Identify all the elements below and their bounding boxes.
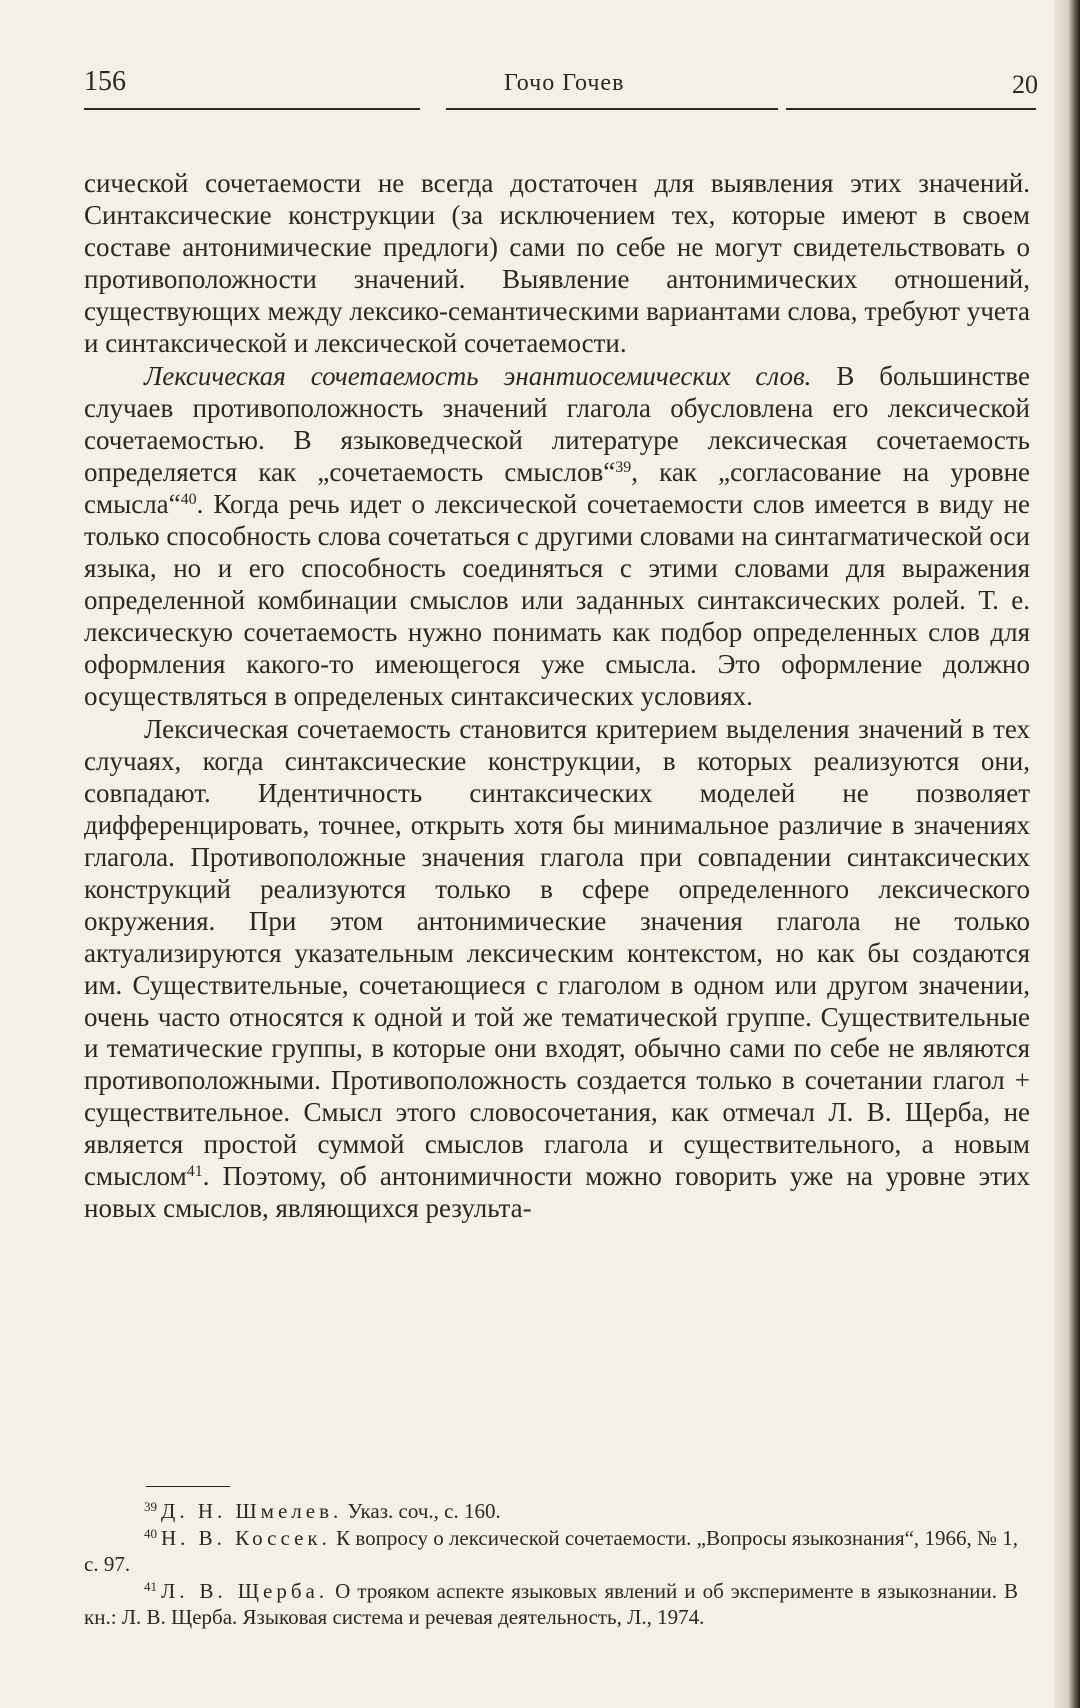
footnote-39: $^{39}$ Д. Н. Шмелев. Указ. соч., с. 160. [144,1499,501,1523]
footnote-separator [146,1486,230,1487]
footnotes [84,1498,1018,1631]
header-rule-right [786,108,1036,110]
header-rule-middle [446,108,778,110]
footnote-ref-39: 39 [615,459,632,477]
stamp-number: 20 [1012,70,1038,99]
footnote-ref-41: 41 [186,1163,203,1181]
running-header [84,64,1038,104]
header-rule-left [84,108,420,110]
paragraph-3: Лексическая сочетаемость становится критерием выделения значений в тех случаях, когда синтаксические конструкции, в которых реализуются они, совпадают. Идентичность синтаксических моделей не позволяет дифференцировать, точнее, открыть хотя бы минимальное различие в значениях глагола. Противоположные значения глагола при совпадении синтаксических конструкций реализуются только в сфере определенного лексического окружения. При этом антонимические значения глагола не только актуализируются указательным лексическим контекстом, но как бы создаются им. Существительные, сочетающиеся с глаголом в одном или другом значении, очень часто относятся к одной и той же тематической группе. Существительные и тематические группы, в которые они входят, обычно сами по себе не являются противоположными. Противоположность создается только в сочетании глагол + существительное. Смысл этого словосочетания, как отмечал Л. В. Щерба, не является простой суммой смыслов глагола и существительного, а новым смыслом$^{41}$. Поэтому, об антонимичности можно говорить уже на уровне этих новых смыслов, являющихся результа- [84,714,1030,1223]
main-text [84,168,1030,1225]
running-header-author: Гочо Гочев [504,70,625,96]
book-edge-shadow [1054,0,1080,1708]
paragraph-1: сической сочетаемости не всегда достаточен для выявления этих значений. Синтаксические конструкции (за исключением тех, которые имеют в своем составе антонимические предлоги) сами по себе не могут свидетельствовать о противоположности значений. Выявление антонимических отношений, существующих между лексико-семантическими вариантами слова, требуют учета и синтаксической и лексической сочетаемости. [84,168,1030,358]
footnote-ref-40: 40 [180,491,197,509]
paragraph-2: Лексическая сочетаемость энантиосемических слов. В большинстве случаев противоположность значений глагола обусловлена его лексической сочетаемостью. В языковедческой литературе лексическая сочетаемость определяется как „сочетаемость смыслов“$^{39}$, как „согласование на уровне смысла“$^{40}$. Когда речь идет о лексической сочетаемости слов имеется в виду не только способность слова сочетаться с другими словами на синтагматической оси языка, но и его способность соединяться с этими словами для выражения определенной комбинации смыслов или заданных синтаксических ролей. Т. е. лексическую сочетаемость нужно понимать как подбор определенных слов для оформления какого-то имеющегося уже смысла. Это оформление должно осуществляться в определеных синтаксических условиях. [84,361,1031,711]
page-number: 156 [84,66,126,97]
section-heading: Лексическая сочетаемость энантиосемических слов. [144,361,812,392]
footnote-41: $^{41}$ Л. В. Щерба. О трояком аспекте языковых явлений и об эксперименте в языкознании. В кн.: Л. В. Щерба. Языковая система и речевая деятельность, Л., 1974. [84,1579,1018,1629]
footnote-40: $^{40}$ Н. В. Коссек. К вопросу о лексической сочетаемости. „Вопросы языкознания“, 1966, № 1, с. 97. [84,1526,1018,1576]
